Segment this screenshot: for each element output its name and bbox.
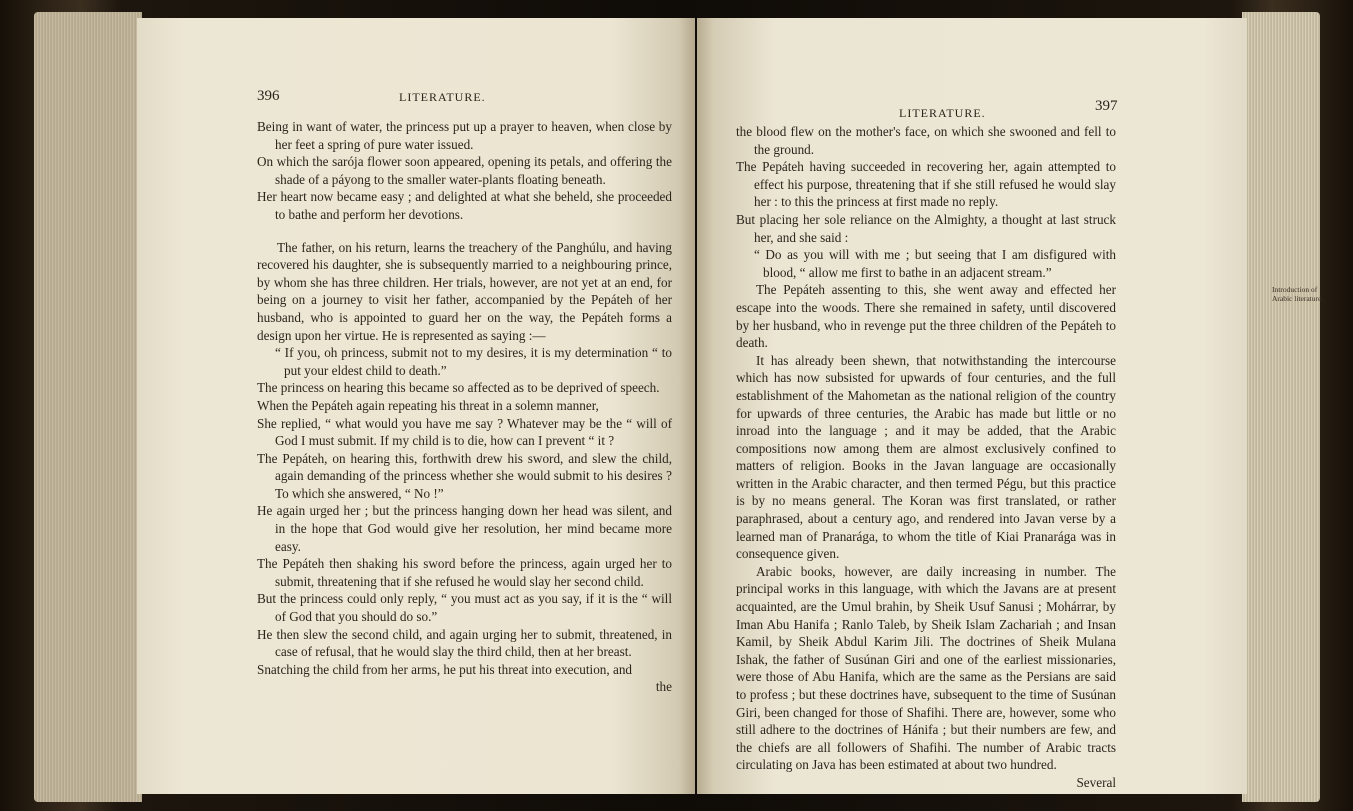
running-head-right: LITERATURE. bbox=[899, 106, 986, 120]
paragraph: On which the sarója flower soon appeared, opening its petals, and offering the shade of a páyong to the smaller water-plants floating beneath. bbox=[257, 154, 672, 187]
paragraph: “ If you, oh princess, submit not to my desires, it is my determination “ to put your eldest child to death.” bbox=[275, 345, 672, 378]
paragraph: The Pepáteh then shaking his sword before the princess, again urged her to submit, threatening that if she refused he would slay her second child. bbox=[257, 556, 672, 589]
paragraph: When the Pepáteh again repeating his threat in a solemn manner, bbox=[257, 397, 599, 413]
paragraph: But the princess could only reply, “ you must act as you say, if it is the “ will of God that you should do so.” bbox=[257, 591, 672, 625]
page-number-left: 396 bbox=[257, 88, 280, 104]
paragraph: Being in want of water, the princess put up a prayer to heaven, when close by her feet a spring of pure water issued. bbox=[257, 119, 672, 152]
right-page-body bbox=[736, 123, 1116, 792]
left-page bbox=[137, 18, 695, 794]
paragraph: He then slew the second child, and again urging her to submit, threatened, in case of refusal, that he would slay the third child, then at her breast. bbox=[257, 626, 672, 660]
paragraph: The father, on his return, learns the treachery of the Panghúlu, and having recovered his daughter, she is subsequently married to a neighbouring prince, by whom she has three children. Her trials, however, are not yet at an end, for being on a journey to visit her father, accompanied by the Pepáteh of her husband, who is appointed to guard her on the way, the Pepáteh forms a design upon her virtue. He is represented as saying :— bbox=[257, 239, 672, 343]
paragraph: The Pepáteh assenting to this, she went away and effected her escape into the woods. There she remained in safety, until discovered by her husband, who in revenge put the three children of the Pepáteh to death. bbox=[736, 282, 1116, 351]
page-number-right: 397 bbox=[1095, 98, 1118, 114]
paragraph: The Pepáteh having succeeded in recovering her, again attempted to effect his purpose, threatening that if she still refused he would slay her : to this the princess at first made no reply. bbox=[736, 159, 1116, 210]
paragraph: She replied, “ what would you have me say ? Whatever may be the “ will of God I must submit. If my child is to die, how can I prevent “ it ? bbox=[257, 415, 672, 449]
catchword: the bbox=[655, 679, 672, 695]
paragraph: “ Do as you will with me ; but seeing that I am disfigured with blood, “ allow me first to bathe in an adjacent stream.” bbox=[754, 247, 1116, 280]
paragraph: It has already been shewn, that notwithstanding the intercourse which has now subsisted for upwards of four centuries, and the full establishment of the Mahometan as the national religion of the country for upwards of three centuries, the Arabic has made but little or no inroad into the language ; and it may be added, that the Arabic compositions now among them are almost exclusively confined to matters of religion. Books in the Javan language are occasionally written in the Arabic character, and then termed Pégu, but this practice is by no means general. The Koran was first translated, or rather paraphrased, about a century ago, and rendered into Javan verse by a learned man of Pranarága, to whom the title of Kiai Pranarága was in consequence given. bbox=[736, 352, 1116, 562]
paragraph: Her heart now became easy ; and delighted at what she beheld, she proceeded to bathe and perform her devotions. bbox=[257, 189, 672, 222]
left-page-edges bbox=[34, 12, 142, 802]
paragraph: He again urged her ; but the princess hanging down her head was silent, and in the hope that God would give her resolution, her mind became more easy. bbox=[257, 503, 672, 554]
right-page-edges bbox=[1242, 12, 1320, 802]
margin-note: Introduction of Arabic literature. bbox=[1272, 285, 1324, 303]
paragraph: Arabic books, however, are daily increasing in number. The principal works in this language, with which the Javans are at present acquainted, are the Umul brahin, by Sheik Usuf Sanusi ; Mohárrar, by Iman Abu Hanifa ; Ranlo Taleb, by Sheik Islam Zachariah ; and Insan Kamil, by Sheik Abdul Karim Jili. The doctrines of Sheik Mulana Ishak, the father of Susúnan Giri and one of the earliest missionaries, were those of Abu Hanifa, which are the same as the Persians are said to profess ; but these doctrines have, subsequent to the time of Susúnan Giri, been changed for those of Shafihi. There are, however, some who still adhere to the doctrines of Hánifa ; but their numbers are few, and the chiefs are all followers of Shafihi. The number of Arabic tracts circulating on Java has been estimated at about two hundred. bbox=[736, 563, 1116, 773]
paragraph: Snatching the child from her arms, he put his threat into execution, and bbox=[257, 661, 633, 677]
paragraph: the blood flew on the mother's face, on which she swooned and fell to the ground. bbox=[736, 124, 1116, 157]
left-page-body bbox=[257, 118, 672, 696]
paragraph: The Pepáteh, on hearing this, forthwith drew his sword, and slew the child, again demanding of the princess whether she would submit to his desires ? To which she answered, “ No !” bbox=[257, 450, 672, 501]
paragraph: The princess on hearing this became so affected as to be deprived of speech. bbox=[257, 380, 660, 396]
paragraph-gap bbox=[257, 224, 672, 239]
running-head-left: LITERATURE. bbox=[399, 90, 486, 104]
paragraph: But placing her sole reliance on the Almighty, a thought at last struck her, and she said : bbox=[736, 211, 1116, 245]
catchword: Several bbox=[1076, 774, 1116, 790]
right-page bbox=[697, 18, 1247, 794]
